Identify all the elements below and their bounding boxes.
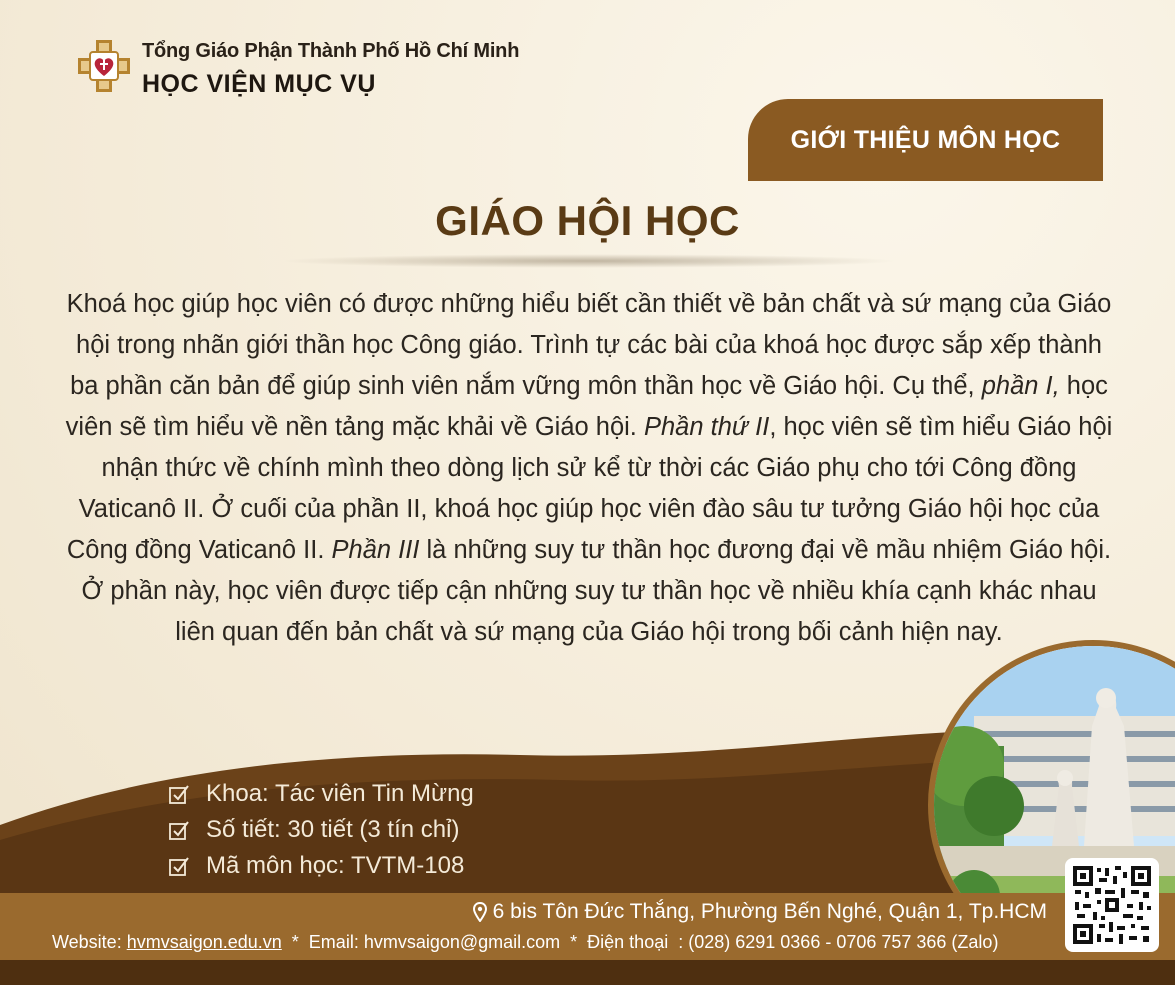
location-pin-icon <box>473 902 487 922</box>
desc-part3: Phần III <box>331 536 420 564</box>
course-info-list <box>168 776 474 884</box>
title-underline-shadow <box>280 254 900 268</box>
list-item <box>168 776 474 812</box>
qr-code <box>1065 858 1159 952</box>
address-line <box>473 900 1047 924</box>
checkbox-checked-icon <box>168 855 190 877</box>
list-item <box>168 848 474 884</box>
address-text: 6 bis Tôn Đức Thắng, Phường Bến Nghé, Quận 1, Tp.HCM <box>492 900 1047 923</box>
desc-text-1: Khoá học giúp học viên có được những hiểu biết cần thiết về bản chất và sứ mạng của Giáo hội trong nhãn giới thần học Công giáo. Trình tự các bài của khoá học được sắp xếp thành ba phần căn bản để giúp sinh viên nắm vững môn thần học về Giáo hội. Cụ thể, <box>66 290 1112 400</box>
desc-part2: Phần thứ II <box>643 413 770 441</box>
footer-bottom-strip <box>0 960 1175 985</box>
desc-text-3: , học viên sẽ tìm hiểu Giáo hội nhận thức về chính mình theo dòng lịch sử kể từ thời các Giáo phụ cho tới Công đồng Vaticanô II. Ở cuối của phần II, khoá học giúp học viên đào sâu tư tưởng Giáo hội học của Công đồng Vaticanô II. <box>66 413 1113 564</box>
course-intro-tab <box>748 99 1103 181</box>
desc-text-4: là những suy tư thần học đương đại về mầu nhiệm Giáo hội. Ở phần này, học viên được tiếp cận những suy tư thần học về nhiều khía cạnh khác nhau liên quan đến bản chất và sứ mạng của Giáo hội trong bối cảnh hiện nay. <box>81 536 1112 646</box>
qr-code-icon <box>1071 864 1153 946</box>
checkbox-checked-icon <box>168 783 190 805</box>
course-description <box>60 284 1118 653</box>
desc-part1: phần I, <box>981 372 1060 400</box>
academy-logo-icon <box>78 40 130 92</box>
course-title: GIÁO HỘI HỌC <box>435 197 740 244</box>
website-link[interactable]: hvmvsaigon.edu.vn <box>126 932 282 952</box>
course-code-text: Mã môn học: TVTM-108 <box>206 852 465 879</box>
periods-text: Số tiết: 30 tiết (3 tín chỉ) <box>206 816 460 843</box>
archdiocese-name: Tổng Giáo Phận Thành Phố Hồ Chí Minh <box>142 40 520 62</box>
checkbox-checked-icon <box>168 819 190 841</box>
contact-info: * Email: hvmvsaigon@gmail.com * Điện thoại : (028) 6291 0366 - 0706 757 366 (Zalo) <box>281 932 999 952</box>
website-label: Website: <box>52 932 127 952</box>
desc-text-2: học viên sẽ tìm hiểu về nền tảng mặc khải về Giáo hội. <box>65 372 1108 441</box>
academy-name: HỌC VIỆN MỤC VỤ <box>142 70 376 98</box>
faculty-text: Khoa: Tác viên Tin Mừng <box>206 780 474 807</box>
course-intro-label: GIỚI THIỆU MÔN HỌC <box>790 125 1061 154</box>
list-item <box>168 812 474 848</box>
contact-line <box>52 932 998 953</box>
